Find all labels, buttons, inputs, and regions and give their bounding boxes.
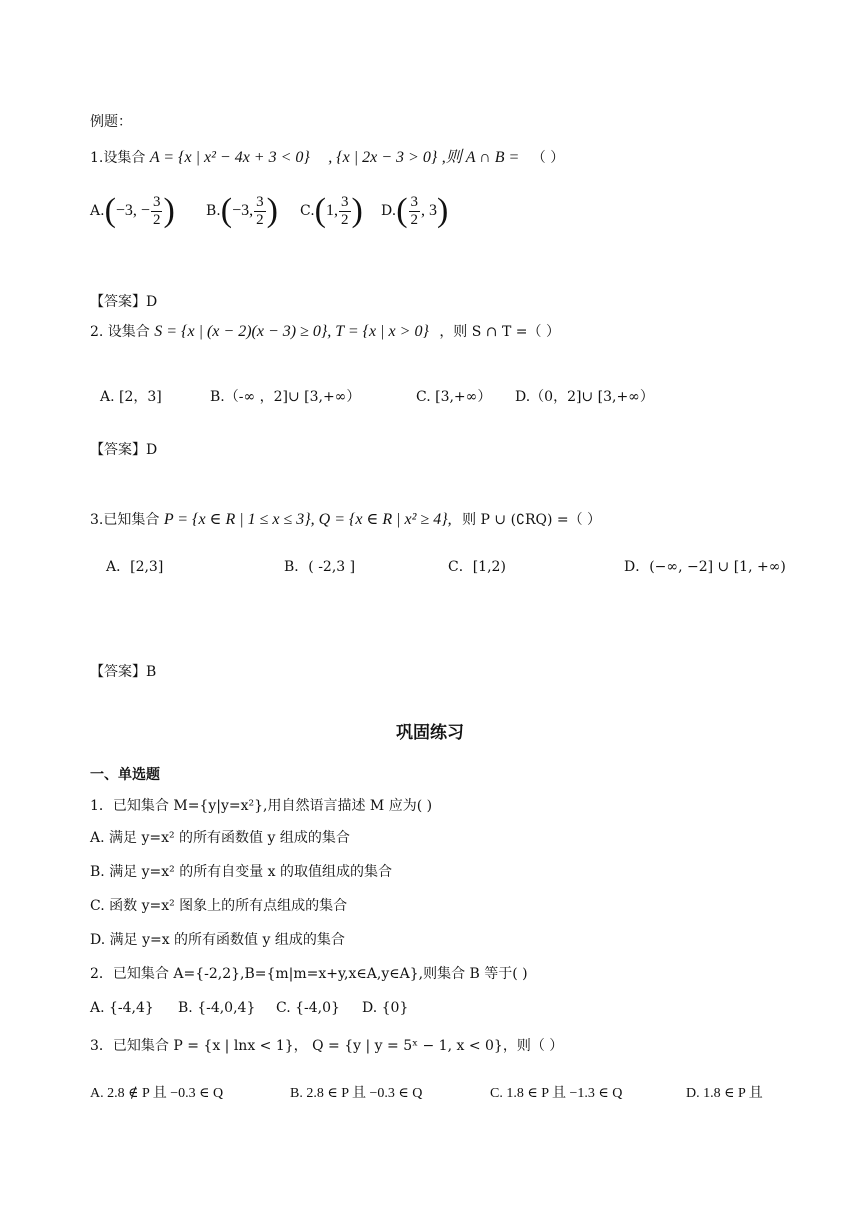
q3-option-a: A．[2,3] (106, 559, 164, 575)
p2-option-a: A. {-4,4} (90, 1000, 154, 1016)
q3-stem (90, 510, 601, 529)
p2-stem: 2．已知集合 A={-2,2},B={m|m=x+y,x∈A,y∈A},则集合 B 等于( ) (90, 966, 528, 982)
q1-option-b: B.(−3, $\frac{3}{2}$ ) (206, 192, 278, 229)
q2-tail: ，则 S ∩ T =（ ） (439, 324, 560, 340)
p1-option-d: D. 满足 y=x 的所有函数值 y 组成的集合 (90, 932, 345, 948)
q1-set-a: A = {x | x² − 4x + 3 < 0} (149, 149, 310, 166)
p2-option-d: D. {0} (362, 1000, 409, 1016)
q3-option-c: C．[1,2) (448, 559, 506, 575)
q2-expr: S = {x | (x − 2)(x − 3) ≥ 0}, T = {x | x > 0} (154, 323, 429, 340)
q3-answer: 【答案】B (90, 664, 157, 680)
q1-tail: ,则 A ∩ B = (441, 149, 520, 166)
q2-prefix: 2. 设集合 (90, 324, 150, 340)
q1-paren: （ ） (531, 150, 565, 166)
q3-expr: P = {x ∈ R | 1 ≤ x ≤ 3}, Q = {x ∈ R | x² ≥ 4}, (163, 511, 452, 528)
example-header: 例题： (90, 114, 132, 130)
p3-option-a: A. 2.8 ∉ P 且 −0.3 ∈ Q (90, 1086, 224, 1101)
practice-title: 巩固练习 (396, 723, 464, 743)
p1-stem: 1．已知集合 M={y|y=x²},用自然语言描述 M 应为( ) (90, 798, 433, 814)
p1-option-a: A. 满足 y=x² 的所有函数值 y 组成的集合 (90, 830, 350, 846)
q1-option-d: D.( $\frac{3}{2}$ , 3) (381, 192, 449, 229)
q2-stem (90, 322, 560, 341)
q1-option-a: A.(−3, − $\frac{3}{2}$ ) (90, 192, 175, 229)
p3-option-c: C. 1.8 ∈ P 且 −1.3 ∈ Q (490, 1086, 623, 1101)
p1-option-b: B. 满足 y=x² 的所有自变量 x 的取值组成的集合 (90, 864, 393, 880)
q1-prefix: 1.设集合 (90, 150, 146, 166)
q3-option-b: B．( -2,3 ] (284, 559, 356, 575)
q2-option-d: D.（0，2]∪ [3,+∞） (515, 389, 654, 405)
q1-stem (90, 148, 564, 167)
q2-option-b: B.（-∞ ，2]∪ [3,+∞） (210, 389, 361, 405)
p3-stem: 3．已知集合 P = {x | lnx < 1}， Q = {y | y = 5ˣ − 1, x < 0}，则（ ） (90, 1038, 564, 1054)
q3-tail: 则 P ∪ (∁RQ) =（ ） (462, 512, 602, 528)
p2-option-b: B. {-4,0,4} (178, 1000, 256, 1016)
section-heading: 一、单选题 (90, 767, 160, 783)
q3-prefix: 3.已知集合 (90, 512, 160, 528)
q2-option-c: C. [3,+∞） (416, 389, 492, 405)
q2-answer: 【答案】D (90, 442, 158, 458)
q2-option-a: A. [2，3] (100, 389, 162, 405)
p3-option-d: D. 1.8 ∈ P 且 (686, 1086, 763, 1101)
q1-set-b: , {x | 2x − 3 > 0} (328, 149, 438, 166)
q3-option-d: D．(−∞, −2] ∪ [1, +∞) (624, 559, 786, 575)
q1-option-c: C.(1, $\frac{3}{2}$ ) (300, 192, 363, 229)
p2-option-c: C. {-4,0} (276, 1000, 340, 1016)
p1-option-c: C. 函数 y=x² 图象上的所有点组成的集合 (90, 898, 348, 914)
q1-answer: 【答案】D (90, 294, 158, 310)
p3-option-b: B. 2.8 ∈ P 且 −0.3 ∈ Q (290, 1086, 423, 1101)
